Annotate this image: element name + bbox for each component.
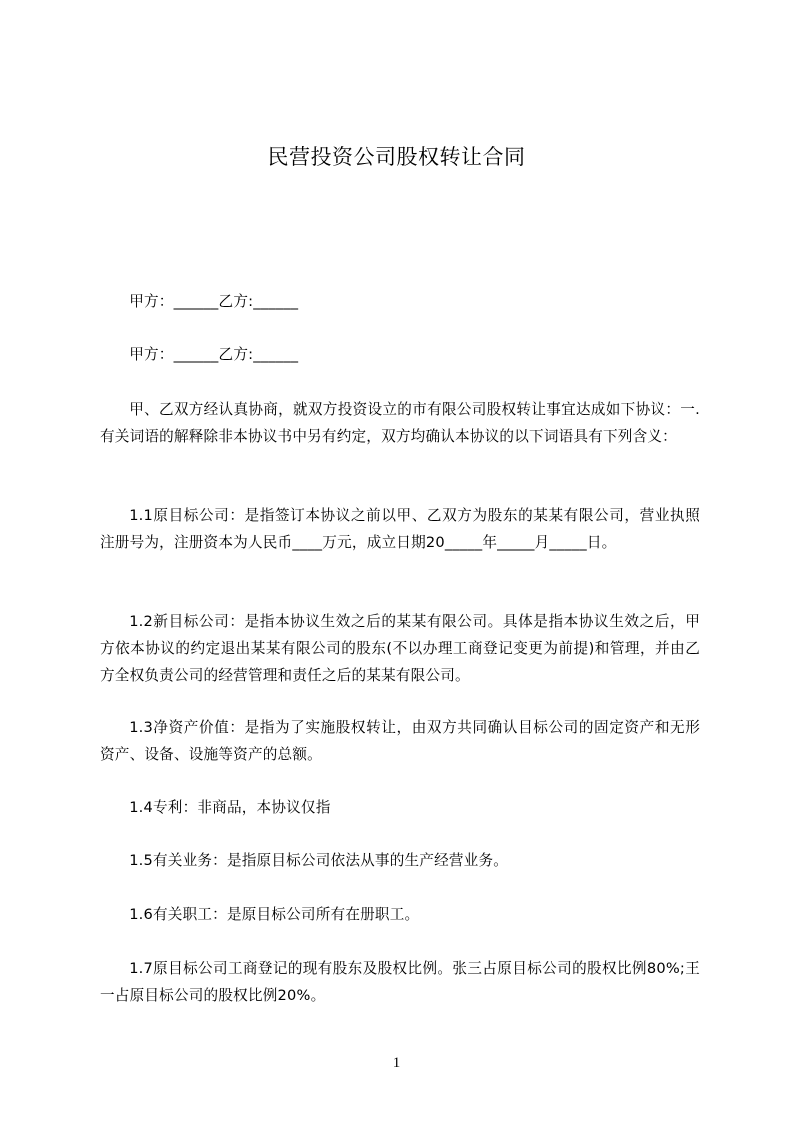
intro-paragraph: 甲、乙双方经认真协商，就双方投资设立的市有限公司股权转让事宜达成如下协议：一.有关词语的解释除非本协议书中另有约定，双方均确认本协议的以下词语具有下列含义： — [100, 401, 700, 445]
clause-1-7: 1.7原目标公司工商登记的现有股东及股权比例。张三占原目标公司的股权比例80%;王一占原目标公司的股权比例20%。 — [100, 960, 701, 1004]
page-number: 1 — [392, 1055, 401, 1071]
party-line-1: 甲方：______乙方:______ — [129, 293, 299, 310]
clause-1-5: 1.5有关业务：是指原目标公司依法从事的生产经营业务。 — [129, 852, 509, 869]
clause-1-1: 1.1原目标公司：是指签订本协议之前以甲、乙双方为股东的某某有限公司，营业执照注册号为，注册资本为人民币____万元，成立日期20_____年_____月_____日。 — [100, 507, 700, 551]
clause-1-4: 1.4专利：非商品，本协议仅指 — [129, 799, 331, 816]
clause-1-6: 1.6有关职工：是原目标公司所有在册职工。 — [129, 906, 420, 923]
party-line-2: 甲方：______乙方:______ — [129, 346, 299, 363]
clause-1-3: 1.3净资产价值：是指为了实施股权转让，由双方共同确认目标公司的固定资产和无形资产、设备、设施等资产的总额。 — [100, 719, 700, 763]
document-title: 民营投资公司股权转让合同 — [267, 145, 526, 169]
clause-1-2: 1.2新目标公司：是指本协议生效之后的某某有限公司。具体是指本协议生效之后，甲方依本协议的约定退出某某有限公司的股东(不以办理工商登记变更为前提)和管理，并由乙方全权负责公司的经营管理和责任之后的某某有限公司。 — [100, 613, 700, 684]
